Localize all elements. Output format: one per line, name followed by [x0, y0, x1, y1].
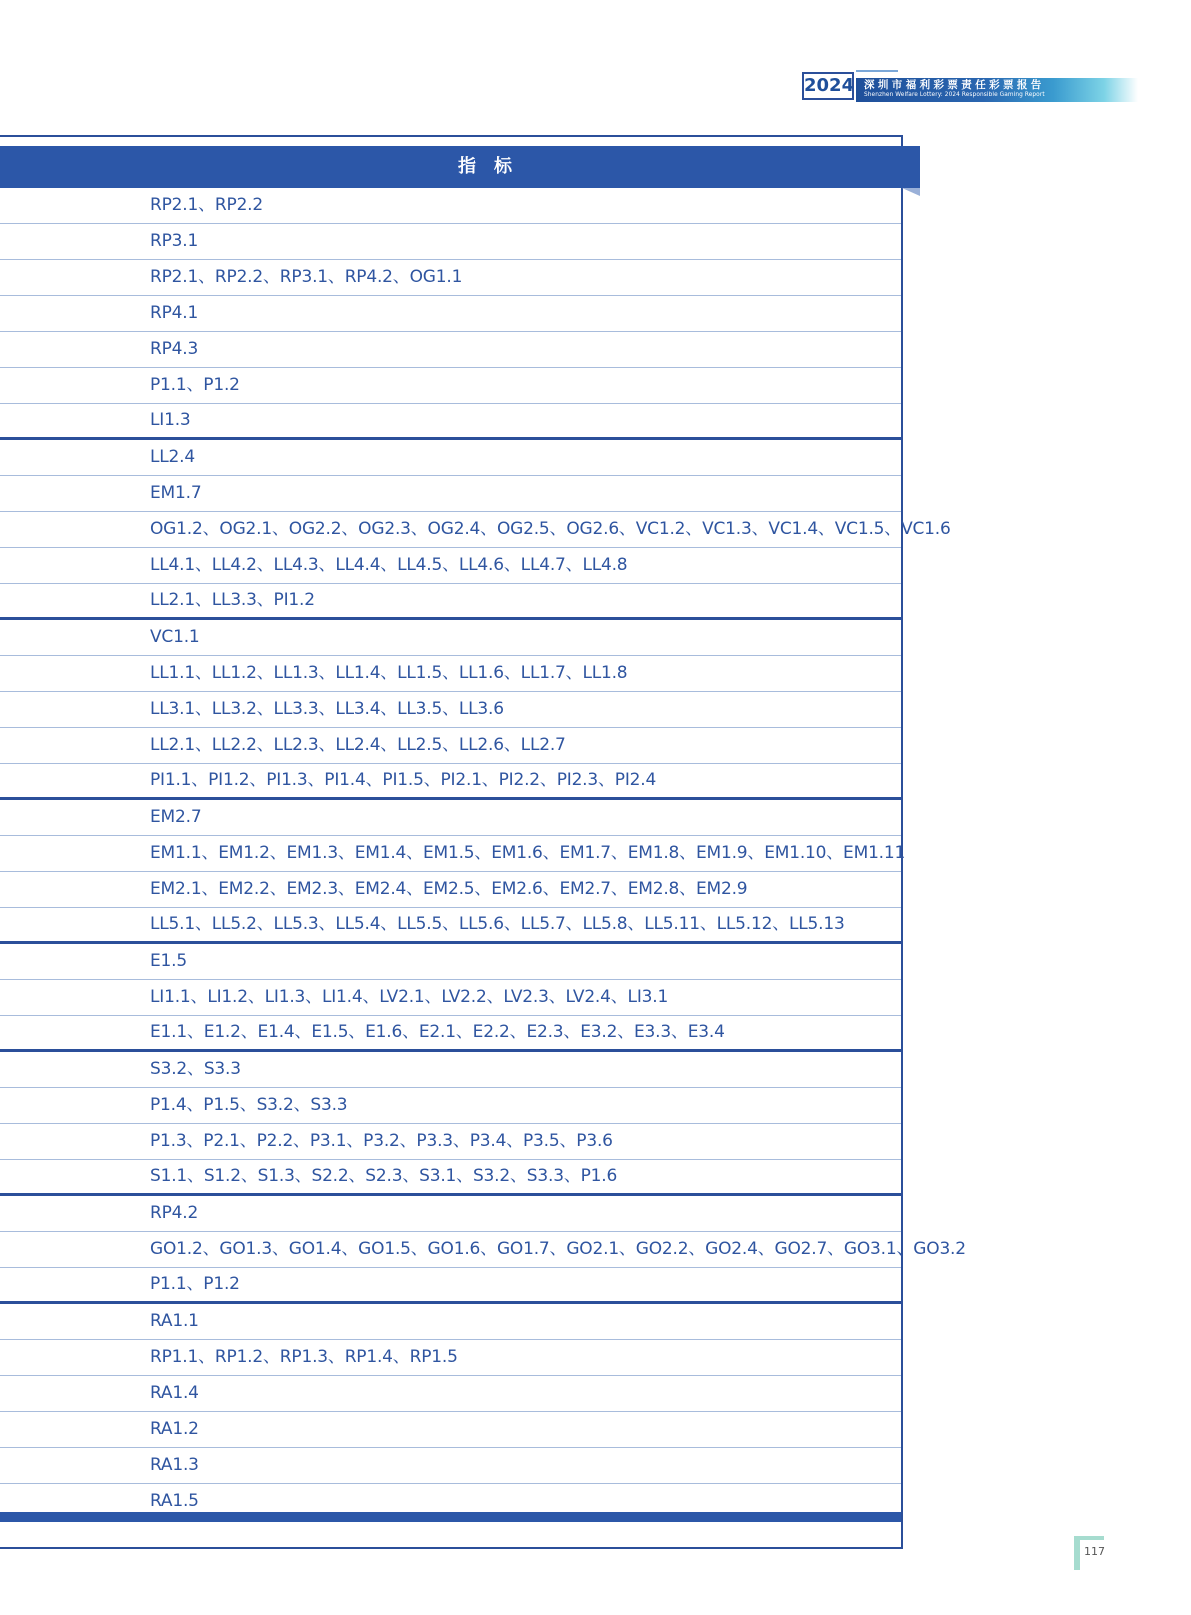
- indicator-cell: RP4.2: [150, 1203, 199, 1223]
- table-row: [0, 260, 901, 296]
- indicator-cell: RP4.3: [150, 339, 199, 359]
- indicator-cell: EM1.1、EM1.2、EM1.3、EM1.4、EM1.5、EM1.6、EM1.7、EM1.8、EM1.9、EM1.10、EM1.11: [150, 843, 906, 863]
- table-row: [0, 1412, 901, 1448]
- column-header-indicators: 指标: [458, 156, 530, 177]
- table-row: [0, 692, 901, 728]
- table-row: [0, 188, 901, 224]
- page-corner-bracket: [1074, 1536, 1080, 1570]
- report-title-en: Shenzhen Welfare Lottery: 2024 Responsible Gaming Report: [864, 92, 1045, 98]
- indicator-cell: RA1.4: [150, 1383, 199, 1403]
- indicator-cell: LL4.1、LL4.2、LL4.3、LL4.4、LL4.5、LL4.6、LL4.7、LL4.8: [150, 555, 628, 575]
- table-header: [0, 146, 920, 188]
- indicator-cell: LL5.1、LL5.2、LL5.3、LL5.4、LL5.5、LL5.6、LL5.7、LL5.8、LL5.11、LL5.12、LL5.13: [150, 914, 845, 934]
- table-row: [0, 620, 901, 656]
- report-title-cn: 深圳市福利彩票责任彩票报告: [864, 79, 1045, 91]
- indicator-cell: LL3.1、LL3.2、LL3.3、LL3.4、LL3.5、LL3.6: [150, 699, 504, 719]
- table-row: [0, 1232, 966, 1268]
- table-row: [0, 1196, 901, 1232]
- indicator-cell: S3.2、S3.3: [150, 1059, 241, 1079]
- table-row: [0, 440, 901, 476]
- table-row: [0, 584, 901, 620]
- table-row: [0, 872, 901, 908]
- indicator-cell: RP3.1: [150, 231, 199, 251]
- table-row: [0, 224, 901, 260]
- indicator-cell: RP1.1、RP1.2、RP1.3、RP1.4、RP1.5: [150, 1347, 458, 1367]
- table-row: [0, 476, 901, 512]
- header-fold-decoration: [902, 188, 920, 196]
- indicator-cell: GO1.2、GO1.3、GO1.4、GO1.5、GO1.6、GO1.7、GO2.1、GO2.2、GO2.4、GO2.7、GO3.1、GO3.2: [150, 1239, 966, 1259]
- table-row: [0, 656, 901, 692]
- indicator-cell: RA1.2: [150, 1419, 199, 1439]
- table-row: [0, 764, 901, 800]
- indicator-cell: LL1.1、LL1.2、LL1.3、LL1.4、LL1.5、LL1.6、LL1.7、LL1.8: [150, 663, 628, 683]
- indicator-cell: LI1.3: [150, 410, 191, 430]
- table-row: [0, 1016, 901, 1052]
- table-row: [0, 980, 901, 1016]
- page-number-badge: [1074, 1536, 1110, 1566]
- indicator-cell: E1.5: [150, 951, 187, 971]
- table-row: [0, 368, 901, 404]
- indicator-cell: E1.1、E1.2、E1.4、E1.5、E1.6、E2.1、E2.2、E2.3、E3.2、E3.3、E3.4: [150, 1022, 725, 1042]
- indicator-cell: RP2.1、RP2.2: [150, 195, 263, 215]
- table-row: [0, 800, 901, 836]
- table-row: [0, 1304, 901, 1340]
- indicator-cell: LL2.1、LL2.2、LL2.3、LL2.4、LL2.5、LL2.6、LL2.7: [150, 735, 566, 755]
- indicator-cell: P1.3、P2.1、P2.2、P3.1、P3.2、P3.3、P3.4、P3.5、P3.6: [150, 1131, 613, 1151]
- indicator-table-body: [0, 188, 966, 1520]
- indicator-cell: P1.1、P1.2: [150, 375, 240, 395]
- table-row: [0, 512, 951, 548]
- indicator-cell: EM2.7: [150, 807, 202, 827]
- indicator-cell: RP2.1、RP2.2、RP3.1、RP4.2、OG1.1: [150, 267, 463, 287]
- table-row: [0, 1376, 901, 1412]
- table-row: [0, 332, 901, 368]
- table-row: [0, 1160, 901, 1196]
- indicator-cell: OG1.2、OG2.1、OG2.2、OG2.3、OG2.4、OG2.5、OG2.6、VC1.2、VC1.3、VC1.4、VC1.5、VC1.6: [150, 519, 951, 539]
- indicator-cell: LL2.1、LL3.3、PI1.2: [150, 590, 315, 610]
- table-row: [0, 836, 906, 872]
- indicator-cell: PI1.1、PI1.2、PI1.3、PI1.4、PI1.5、PI2.1、PI2.2、PI2.3、PI2.4: [150, 770, 657, 790]
- page-corner-bracket-top: [1074, 1536, 1104, 1540]
- report-header: [802, 70, 1138, 104]
- indicator-cell: LL2.4: [150, 447, 195, 467]
- indicator-cell: VC1.1: [150, 627, 200, 647]
- table-row: [0, 404, 901, 440]
- header-ribbon-accent-line: [856, 70, 898, 72]
- table-row: [0, 296, 901, 332]
- indicator-cell: RA1.5: [150, 1491, 199, 1511]
- table-row: [0, 1052, 901, 1088]
- indicator-cell: RA1.1: [150, 1311, 199, 1331]
- table-row: [0, 1268, 901, 1304]
- indicator-cell: P1.1、P1.2: [150, 1274, 240, 1294]
- table-row: [0, 548, 901, 584]
- table-bottom-band: [0, 1512, 901, 1522]
- indicator-cell: S1.1、S1.2、S1.3、S2.2、S2.3、S3.1、S3.2、S3.3、P1.6: [150, 1166, 618, 1186]
- indicator-cell: RA1.3: [150, 1455, 199, 1475]
- table-row: [0, 1124, 901, 1160]
- header-ribbon: [856, 78, 1138, 102]
- indicator-cell: EM2.1、EM2.2、EM2.3、EM2.4、EM2.5、EM2.6、EM2.7、EM2.8、EM2.9: [150, 879, 748, 899]
- table-row: [0, 1340, 901, 1376]
- table-row: [0, 1448, 901, 1484]
- report-year: 2024: [802, 72, 854, 100]
- table-row: [0, 908, 901, 944]
- indicator-cell: P1.4、P1.5、S3.2、S3.3: [150, 1095, 348, 1115]
- table-row: [0, 1088, 901, 1124]
- page-number: 117: [1084, 1545, 1105, 1558]
- indicator-cell: EM1.7: [150, 483, 202, 503]
- table-row: [0, 728, 901, 764]
- table-row: [0, 944, 901, 980]
- indicator-cell: LI1.1、LI1.2、LI1.3、LI1.4、LV2.1、LV2.2、LV2.3、LV2.4、LI3.1: [150, 987, 669, 1007]
- indicator-cell: RP4.1: [150, 303, 199, 323]
